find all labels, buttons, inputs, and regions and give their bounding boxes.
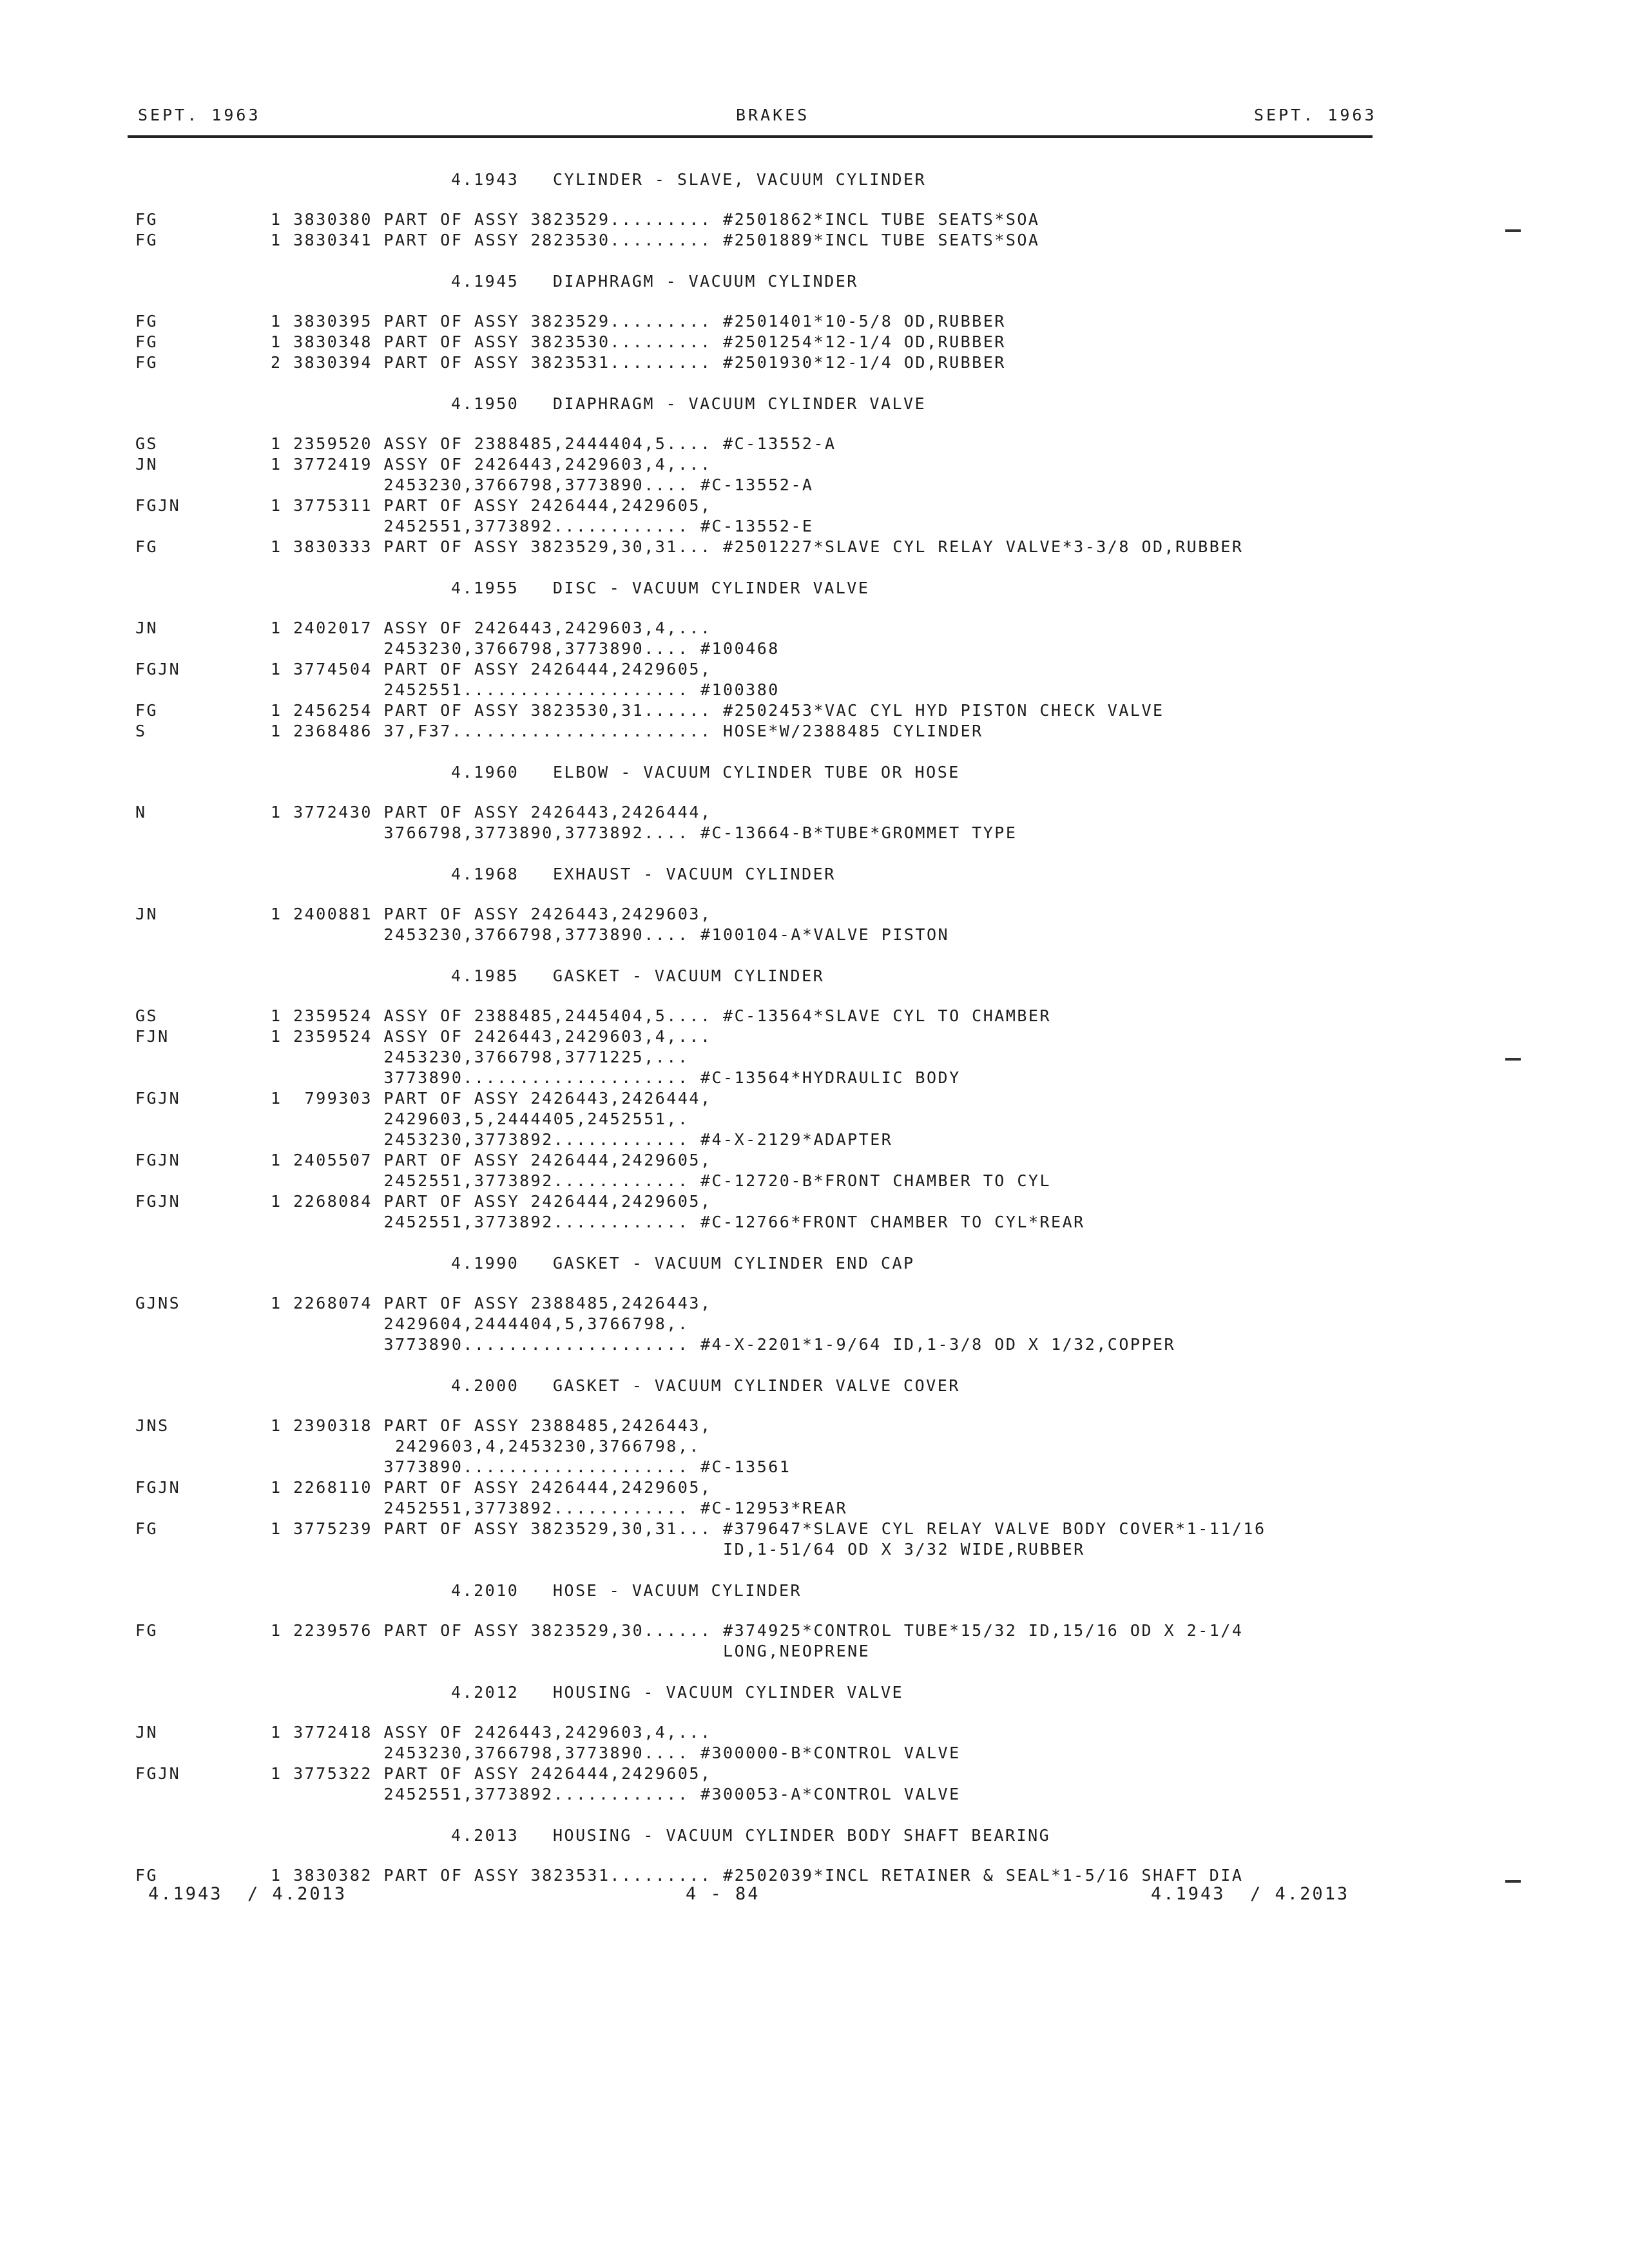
part-line: 1 3772419 ASSY OF 2426443,2429603,4,... (271, 455, 712, 474)
part-line: 2452551,3773892............ #C-12720-B*FRONT CHAMBER TO CYL (271, 1171, 1052, 1190)
part-line: 2453230,3766798,3773890.... #100468 (271, 639, 780, 658)
part-line: 2452551,3773892............ #C-13552-E (271, 517, 814, 535)
part-line: 1 3772418 ASSY OF 2426443,2429603,4,... (271, 1723, 712, 1742)
model-code: FJN (135, 1027, 169, 1046)
part-line: 1 2268084 PART OF ASSY 2426444,2429605, (271, 1192, 712, 1211)
part-line: 1 3830395 PART OF ASSY 3823529......... #2501401*10-5/8 OD,RUBBER (271, 312, 1006, 331)
part-line: 2452551,3773892............ #300053-A*CONTROL VALVE (271, 1785, 961, 1803)
part-line: 1 3775239 PART OF ASSY 3823529,30,31... #379647*SLAVE CYL RELAY VALVE BODY COVER*1-11/16 (271, 1519, 1266, 1538)
footer-center: 4 - 84 (686, 1884, 760, 1904)
part-line: LONG,NEOPRENE (271, 1642, 871, 1660)
part-line: 1 3830380 PART OF ASSY 3823529......... #2501862*INCL TUBE SEATS*SOA (271, 210, 1040, 229)
part-line: 1 3830348 PART OF ASSY 3823530......... #2501254*12-1/4 OD,RUBBER (271, 332, 1006, 351)
part-line: 1 2368486 37,F37....................... HOSE*W/2388485 CYLINDER (271, 722, 983, 740)
section-title: 4.1955 DISC - VACUUM CYLINDER VALVE (451, 579, 870, 597)
footer-left: 4.1943 / 4.2013 (148, 1884, 347, 1904)
part-line: 1 2359524 ASSY OF 2426443,2429603,4,... (271, 1027, 712, 1046)
model-code: FG (135, 537, 159, 556)
part-line: 1 799303 PART OF ASSY 2426443,2426444, (271, 1089, 712, 1108)
section-title: 4.1990 GASKET - VACUUM CYLINDER END CAP (451, 1254, 915, 1273)
model-code: FGJN (135, 660, 181, 678)
model-code: FG (135, 312, 159, 331)
model-code: GS (135, 1006, 159, 1025)
part-line: 1 2359524 ASSY OF 2388485,2445404,5.... #C-13564*SLAVE CYL TO CHAMBER (271, 1006, 1052, 1025)
model-code: FGJN (135, 1151, 181, 1169)
part-line: 2453230,3766798,3773890.... #C-13552-A (271, 476, 814, 494)
header-left: SEPT. 1963 (138, 106, 261, 124)
part-line: 2453230,3766798,3773890.... #100104-A*VALVE PISTON (271, 925, 950, 944)
part-line: 3773890.................... #C-13564*HYDRAULIC BODY (271, 1068, 961, 1087)
part-line: 1 3775322 PART OF ASSY 2426444,2429605, (271, 1764, 712, 1783)
header-right: SEPT. 1963 (1254, 106, 1377, 124)
model-code: GS (135, 434, 159, 453)
part-line: 1 3830382 PART OF ASSY 3823531......... #2502039*INCL RETAINER & SEAL*1-5/16 SHAFT DIA (271, 1866, 1244, 1885)
section-title: 4.1945 DIAPHRAGM - VACUUM CYLINDER (451, 272, 858, 291)
model-code: JN (135, 905, 159, 923)
part-line: 2453230,3773892............ #4-X-2129*ADAPTER (271, 1130, 893, 1149)
header-rule (128, 135, 1373, 138)
section-title: 4.1968 EXHAUST - VACUUM CYLINDER (451, 865, 836, 883)
part-line: 1 3830333 PART OF ASSY 3823529,30,31... #2501227*SLAVE CYL RELAY VALVE*3-3/8 OD,RUBBER (271, 537, 1244, 556)
part-line: 1 3775311 PART OF ASSY 2426444,2429605, (271, 496, 712, 515)
section-title: 4.1943 CYLINDER - SLAVE, VACUUM CYLINDER (451, 170, 927, 189)
part-line: 3766798,3773890,3773892.... #C-13664-B*TUBE*GROMMET TYPE (271, 823, 1017, 842)
part-line: 3773890.................... #C-13561 (271, 1457, 791, 1476)
part-line: 2452551,3773892............ #C-12953*REAR (271, 1499, 848, 1517)
part-line: 3773890.................... #4-X-2201*1-9/64 ID,1-3/8 OD X 1/32,COPPER (271, 1335, 1176, 1354)
model-code: S (135, 722, 147, 740)
model-code: FG (135, 701, 159, 720)
model-code: JN (135, 455, 159, 474)
part-line: 1 2400881 PART OF ASSY 2426443,2429603, (271, 905, 712, 923)
model-code: FG (135, 210, 159, 229)
section-title: 4.2012 HOUSING - VACUUM CYLINDER VALVE (451, 1683, 904, 1702)
section-title: 4.1950 DIAPHRAGM - VACUUM CYLINDER VALVE (451, 394, 927, 413)
part-line: 2429604,2444404,5,3766798,. (271, 1314, 689, 1333)
part-line: 1 3774504 PART OF ASSY 2426444,2429605, (271, 660, 712, 678)
part-line: 2429603,5,2444405,2452551,. (271, 1110, 689, 1128)
part-line: 1 2405507 PART OF ASSY 2426444,2429605, (271, 1151, 712, 1169)
part-line: 1 2359520 ASSY OF 2388485,2444404,5.... #C-13552-A (271, 434, 836, 453)
section-title: 4.2013 HOUSING - VACUUM CYLINDER BODY SHAFT BEARING (451, 1826, 1051, 1845)
section-title: 4.1960 ELBOW - VACUUM CYLINDER TUBE OR HOSE (451, 763, 960, 782)
footer-right: 4.1943 / 4.2013 (1151, 1884, 1350, 1904)
part-line: 1 2268074 PART OF ASSY 2388485,2426443, (271, 1294, 712, 1312)
model-code: JN (135, 1723, 159, 1742)
part-line: 1 2402017 ASSY OF 2426443,2429603,4,... (271, 619, 712, 637)
model-code: JNS (135, 1416, 169, 1435)
model-code: FG (135, 332, 159, 351)
model-code: FGJN (135, 496, 181, 515)
part-line: 1 2390318 PART OF ASSY 2388485,2426443, (271, 1416, 712, 1435)
header-center: BRAKES (736, 106, 810, 124)
part-line: 2453230,3766798,3771225,... (271, 1048, 689, 1066)
model-code: FGJN (135, 1764, 181, 1783)
model-code: JN (135, 619, 159, 637)
model-code: FGJN (135, 1089, 181, 1108)
model-code: FGJN (135, 1478, 181, 1497)
section-title: 4.1985 GASKET - VACUUM CYLINDER (451, 966, 825, 985)
section-title: 4.2000 GASKET - VACUUM CYLINDER VALVE COVER (451, 1376, 960, 1395)
part-line: 1 3830341 PART OF ASSY 2823530......... #2501889*INCL TUBE SEATS*SOA (271, 231, 1040, 249)
part-line: 1 3772430 PART OF ASSY 2426443,2426444, (271, 803, 712, 822)
part-line: 2 3830394 PART OF ASSY 3823531......... #2501930*12-1/4 OD,RUBBER (271, 353, 1006, 372)
part-line: 2452551,3773892............ #C-12766*FRONT CHAMBER TO CYL*REAR (271, 1213, 1085, 1231)
part-line: 1 2239576 PART OF ASSY 3823529,30...... #374925*CONTROL TUBE*15/32 ID,15/16 OD X 2-1/4 (271, 1621, 1244, 1640)
margin-mark-3 (1505, 1880, 1521, 1883)
section-title: 4.2010 HOSE - VACUUM CYLINDER (451, 1581, 802, 1600)
model-code: FG (135, 353, 159, 372)
model-code: FG (135, 1866, 159, 1885)
part-line: 1 2456254 PART OF ASSY 3823530,31...... #2502453*VAC CYL HYD PISTON CHECK VALVE (271, 701, 1164, 720)
model-code: FG (135, 1519, 159, 1538)
model-code: FGJN (135, 1192, 181, 1211)
part-line: 2429603,4,2453230,3766798,. (271, 1437, 700, 1456)
model-code: GJNS (135, 1294, 181, 1312)
model-code: N (135, 803, 147, 822)
part-line: ID,1-51/64 OD X 3/32 WIDE,RUBBER (271, 1540, 1085, 1559)
part-line: 2452551.................... #100380 (271, 680, 780, 699)
part-line: 2453230,3766798,3773890.... #300000-B*CONTROL VALVE (271, 1744, 961, 1762)
margin-mark-1 (1505, 229, 1521, 232)
model-code: FG (135, 231, 159, 249)
margin-mark-2 (1505, 1058, 1521, 1061)
model-code: FG (135, 1621, 159, 1640)
part-line: 1 2268110 PART OF ASSY 2426444,2429605, (271, 1478, 712, 1497)
